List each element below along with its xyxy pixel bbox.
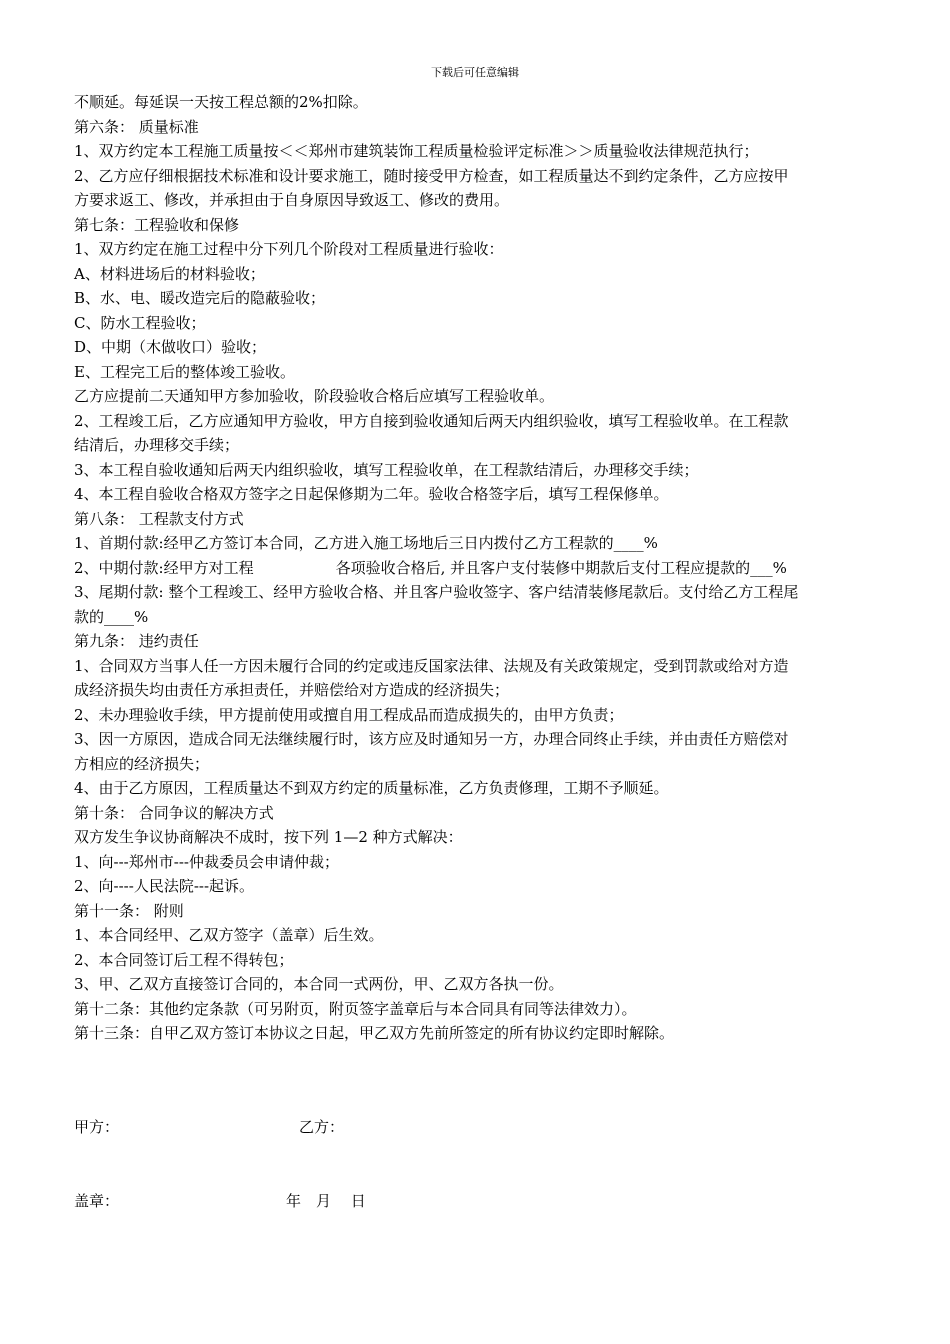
section-heading: 第十三条：自甲乙双方签订本协议之日起，甲乙双方先前所签定的所有协议约定即时解除。: [74, 1024, 675, 1042]
text-line: 乙方应提前二天通知甲方参加验收，阶段验收合格后应填写工程验收单。: [74, 387, 555, 405]
date-label: 年 月 日: [286, 1192, 366, 1210]
list-item: B、水、电、暖改造完后的隐蔽验收；: [74, 289, 326, 307]
text-line: 1、首期付款:经甲乙方签订本合同，乙方进入施工场地后三日内拨付乙方工程款的____%: [74, 534, 658, 552]
text-line: 1、本合同经甲、乙双方签字（盖章）后生效。: [74, 926, 384, 944]
text-line: 成经济损失均由责任方承担责任，并赔偿给对方造成的经济损失；: [74, 681, 510, 699]
text-line: 方要求返工、修改，并承担由于自身原因导致返工、修改的费用。: [74, 191, 510, 209]
text-line: 4、本工程自验收合格双方签字之日起保修期为二年。验收合格签字后，填写工程保修单。: [74, 485, 669, 503]
section-heading: 第八条： 工程款支付方式: [74, 509, 244, 528]
text-line: 2、本合同签订后工程不得转包；: [74, 950, 294, 969]
list-item: E、工程完工后的整体竣工验收。: [74, 362, 295, 381]
text-line: 2、未办理验收手续，甲方提前使用或擅自用工程成品而造成损失的，由甲方负责；: [74, 705, 624, 724]
text-line: 2、工程竣工后，乙方应通知甲方验收，甲方自接到验收通知后两天内组织验收，填写工程验收单。在工程款: [74, 411, 789, 430]
section-heading: 第十条： 合同争议的解决方式: [74, 803, 274, 822]
section-heading: 第十二条：其他约定条款（可另附页，附页签字盖章后与本合同具有同等法律效力）。: [74, 999, 637, 1018]
text-line: 款的____%: [74, 607, 149, 626]
text-line: 1、双方约定在施工过程中分下列几个阶段对工程质量进行验收：: [74, 240, 504, 258]
text-line: 结清后，办理移交手续；: [74, 436, 240, 454]
text-line: 不顺延。每延误一天按工程总额的2%扣除。: [74, 93, 368, 111]
text-line: 1、向---郑州市---仲裁委员会申请仲裁；: [74, 852, 339, 871]
text-line: 4、由于乙方原因，工程质量达不到双方约定的质量标准，乙方负责修理，工期不予顺延。: [74, 779, 669, 797]
page-header: 下载后可任意编辑: [431, 66, 519, 79]
mid-payment-part-b: 各项验收合格后, 并且客户支付装修中期款后支付工程应提款的___%: [335, 558, 787, 577]
text-line: 1、双方约定本工程施工质量按＜＜郑州市建筑装饰工程质量检验评定标准＞＞质量验收法律规范执行；: [74, 142, 759, 160]
text-line: 3、本工程自验收通知后两天内组织验收，填写工程验收单，在工程款结清后，办理移交手续；: [74, 460, 699, 479]
text-line-mid-payment: [74, 556, 880, 581]
section-heading: 第六条： 质量标准: [74, 117, 199, 136]
mid-payment-part-a: 2、中期付款:经甲方对工程: [74, 558, 254, 577]
list-item: C、防水工程验收；: [74, 313, 206, 332]
contract-body: [74, 90, 880, 1046]
text-line: 2、向----人民法院---起诉。: [74, 877, 255, 895]
text-line: 3、因一方原因，造成合同无法继续履行时，该方应及时通知另一方，办理合同终止手续，并由责任方赔偿对: [74, 730, 789, 748]
section-heading: 第十一条： 附则: [74, 901, 184, 920]
text-line: 1、合同双方当事人任一方因未履行合同的约定或违反国家法律、法规及有关政策规定，受到罚款或给对方造: [74, 656, 789, 675]
list-item: D、中期（木做收口）验收；: [74, 338, 267, 356]
text-line: 3、尾期付款: 整个工程竣工、经甲方验收合格、并且客户验收签字、客户结清装修尾款后。支付给乙方工程尾: [74, 583, 799, 601]
text-line: 方相应的经济损失；: [74, 754, 210, 773]
section-heading: 第九条： 违约责任: [74, 632, 199, 650]
seal-label: 盖章：: [74, 1192, 120, 1210]
text-line: 双方发生争议协商解决不成时，按下列 1—2 种方式解决：: [74, 828, 463, 846]
section-heading: 第七条：工程验收和保修: [74, 215, 240, 234]
text-line: 2、乙方应仔细根据技术标准和设计要求施工，随时接受甲方检查，如工程质量达不到约定条件，乙方应按甲: [74, 166, 789, 185]
party-a-label: 甲方：: [74, 1118, 120, 1136]
list-item: A、材料进场后的材料验收；: [74, 264, 265, 283]
text-line: 3、甲、乙双方直接签订合同的，本合同一式两份，甲、乙双方各执一份。: [74, 975, 564, 993]
party-b-label: 乙方：: [299, 1118, 345, 1136]
